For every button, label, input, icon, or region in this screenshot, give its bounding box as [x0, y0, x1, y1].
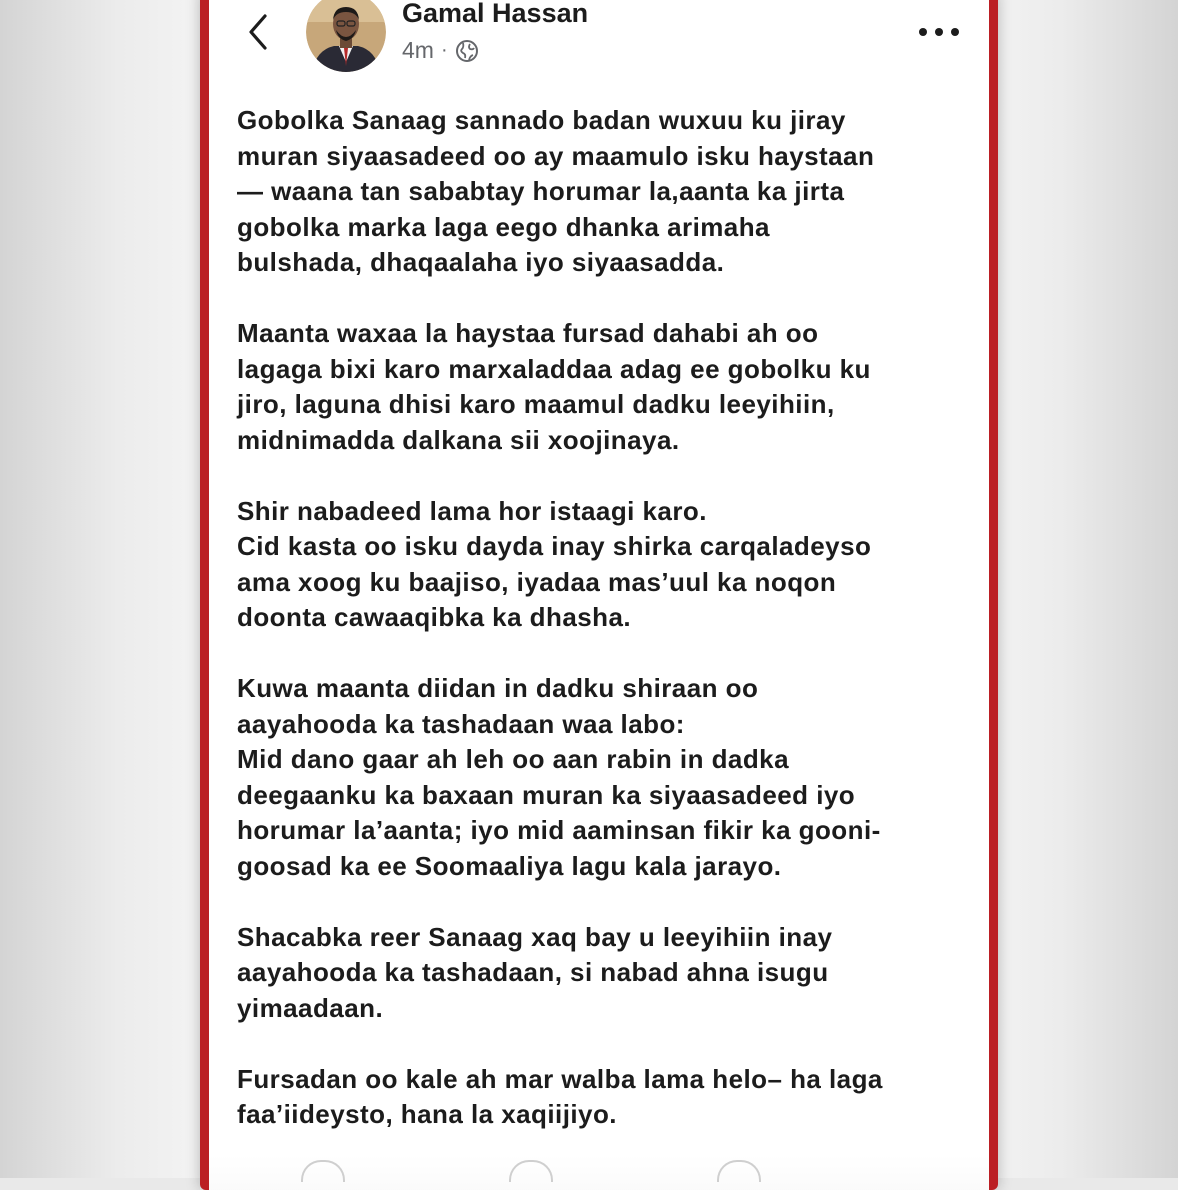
- post-paragraph: Shir nabadeed lama hor istaagi karo. Cid kasta oo isku dayda inay shirka carqaladeyso ama xoog ku baajiso, iyadaa mas’uul ka noqon doonta cawaaqibka ka dhasha.: [237, 495, 872, 632]
- post-meta: [402, 37, 479, 64]
- post-paragraph: Maanta waxaa la haystaa fursad dahabi ah oo lagaga bixi karo marxaladdaa adag ee gobolku ku jiro, laguna dhisi karo maamul dadku leeyihiin, midnimadda dalkana sii xoojinaya.: [237, 318, 871, 455]
- back-button[interactable]: [239, 12, 279, 52]
- post-paragraph: Fursadan oo kale ah mar walba lama helo– ha laga faa’iideysto, hana la xaqiijiyo.: [237, 1063, 883, 1129]
- author-avatar[interactable]: [306, 0, 386, 72]
- avatar-portrait: [306, 0, 386, 72]
- post-body: [237, 103, 977, 1168]
- post-screen: [209, 0, 989, 1190]
- more-options-button[interactable]: [917, 24, 961, 40]
- phone-frame: [200, 0, 998, 1190]
- globe-icon: [455, 39, 479, 63]
- author-name[interactable]: Gamal Hassan: [402, 0, 589, 28]
- ellipsis-icon: [917, 24, 961, 40]
- post-paragraph: Shacabka reer Sanaag xaq bay u leeyihiin inay aayahooda ka tashadaan, si nabad ahna isugu yimaadaan.: [237, 921, 833, 1023]
- post-time[interactable]: 4m: [402, 37, 434, 63]
- chevron-left-icon: [239, 12, 279, 52]
- post-header: [209, 0, 989, 90]
- meta-separator: ·: [440, 39, 448, 61]
- post-paragraph: Kuwa maanta diidan in dadku shiraan oo aayahooda ka tashadaan waa labo: Mid dano gaar ah leh oo aan rabin in dadka deegaanku ka baxaan muran ka siyaasadeed iyo horumar la’aanta; iyo mid aaminsan fikir ka gooni- goosad ka ee Soomaaliya lagu kala jarayo.: [237, 673, 881, 881]
- post-paragraph: Gobolka Sanaag sannado badan wuxuu ku jiray muran siyaasadeed oo ay maamulo isku haystaan — waana tan sababtay horumar la,aanta ka jirta gobolka marka laga eego dhanka arimaha bulshada, dhaqaalaha iyo siyaasadda.: [237, 105, 875, 277]
